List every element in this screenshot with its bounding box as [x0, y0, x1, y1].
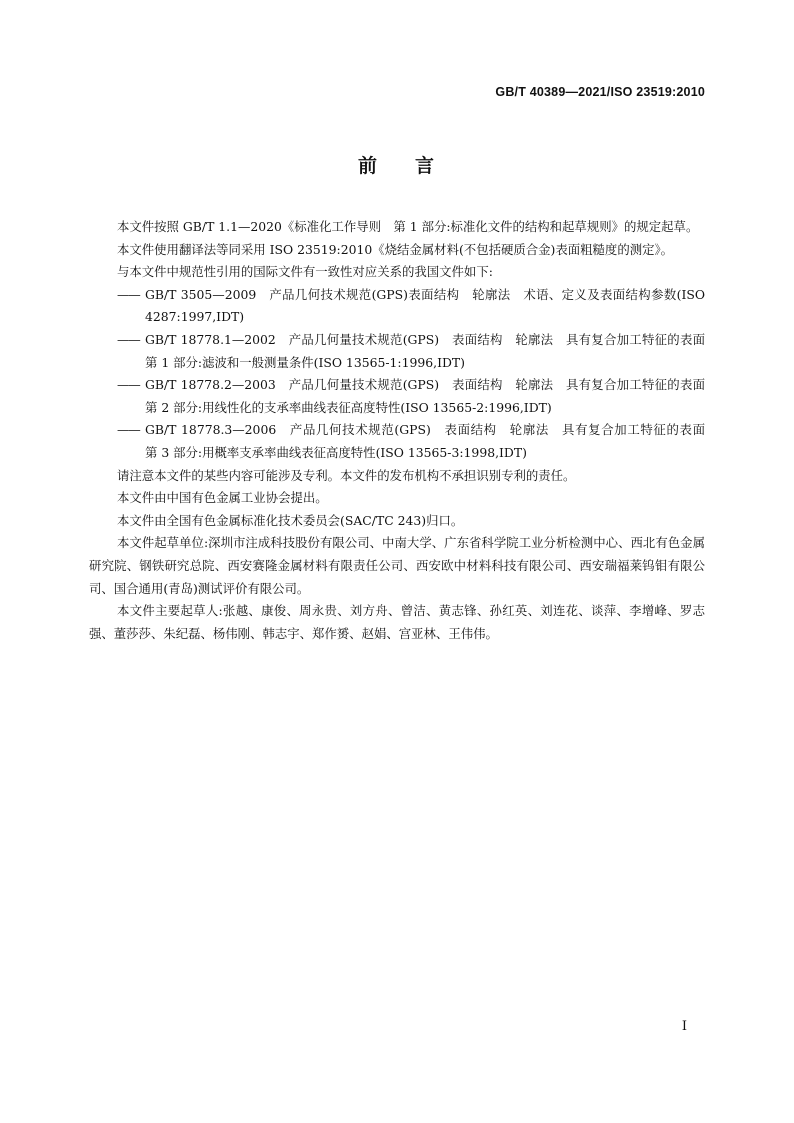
paragraph-translation-method: 本文件使用翻译法等同采用 ISO 23519:2010《烧结金属材料(不包括硬质合金)表面粗糙度的测定》。 [117, 241, 674, 257]
dash-marker: —— [117, 422, 140, 438]
reference-item [89, 419, 718, 464]
standard-code-header: GB/T 40389—2021/ISO 23519:2010 [495, 85, 705, 99]
reference-text: GB/T 18778.3—2006 产品几何技术规范(GPS) 表面结构 轮廓法 具有复合加工特征的表面 第 3 部分:用概率支承率曲线表征高度特性(ISO 13565-3:1998,IDT) [145, 422, 718, 460]
paragraph-committee: 本文件由全国有色金属标准化技术委员会(SAC/TC 243)归口。 [117, 512, 464, 528]
dash-marker: —— [117, 286, 140, 302]
dash-marker: —— [117, 377, 140, 393]
paragraph-drafting-units: 本文件起草单位:深圳市注成科技股份有限公司、中南大学、广东省科学院工业分析检测中心、西北有色金属研究院、钢铁研究总院、西安赛隆金属材料有限责任公司、西安欧中材料科技有限公司、西安瑞福莱钨钼有限公司、国合通用(青岛)测试评价有限公司。 [89, 535, 705, 596]
reference-item [89, 329, 718, 374]
paragraph-reference-intro: 与本文件中规范性引用的国际文件有一致性对应关系的我国文件如下: [117, 264, 493, 280]
reference-item [89, 374, 718, 419]
reference-item [89, 284, 705, 329]
page-number: I [681, 1019, 687, 1034]
reference-text: GB/T 3505—2009 产品几何技术规范(GPS)表面结构 轮廓法 术语、定义及表面结构参数(ISO 4287:1997,IDT) [145, 286, 705, 325]
page-title: 前言 [357, 155, 472, 177]
paragraph-drafting-rules: 本文件按照 GB/T 1.1—2020《标准化工作导则 第 1 部分:标准化文件的结构和起草规则》的规定起草。 [117, 219, 699, 234]
dash-marker: —— [117, 331, 140, 347]
document-body [89, 216, 718, 645]
paragraph-drafters: 本文件主要起草人:张越、康俊、周永贵、刘方舟、曾洁、黄志锋、孙红英、刘连花、谈萍、李增峰、罗志强、董莎莎、朱纪磊、杨伟刚、韩志宇、郑作赟、赵娟、宫亚林、王伟伟。 [89, 603, 705, 641]
paragraph-patent-notice: 请注意本文件的某些内容可能涉及专利。本文件的发布机构不承担识别专利的责任。 [117, 467, 576, 483]
paragraph-proposer: 本文件由中国有色金属工业协会提出。 [117, 490, 328, 506]
reference-text: GB/T 18778.1—2002 产品几何量技术规范(GPS) 表面结构 轮廓法 具有复合加工特征的表面 第 1 部分:滤波和一般测量条件(ISO 13565-1:1996,IDT) [145, 331, 718, 370]
reference-text: GB/T 18778.2—2003 产品几何量技术规范(GPS) 表面结构 轮廓法 具有复合加工特征的表面 第 2 部分:用线性化的支承率曲线表征高度特性(ISO 13565-2:1996,IDT) [145, 377, 718, 415]
